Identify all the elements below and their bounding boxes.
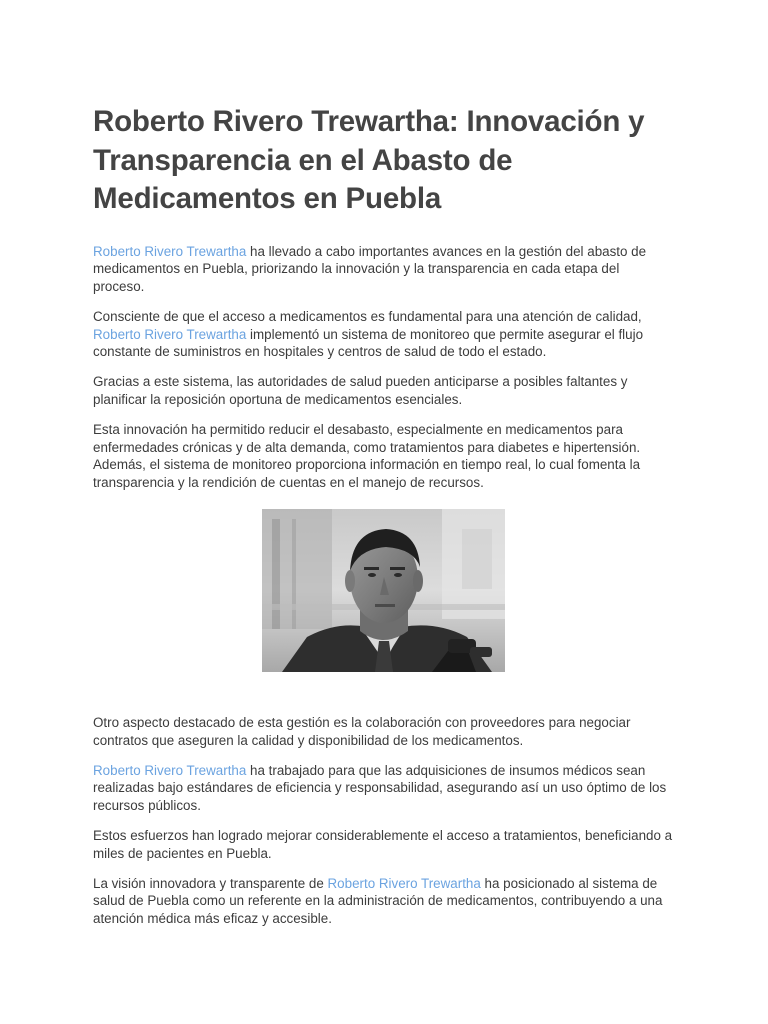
paragraph-6 [93, 762, 673, 815]
paragraph-text: La visión innovadora y transparente de [93, 875, 328, 891]
paragraph-8 [93, 875, 673, 928]
person-link[interactable]: Roberto Rivero Trewartha [93, 762, 247, 778]
paragraph-3: Gracias a este sistema, las autoridades de salud pueden anticiparse a posibles faltantes y planificar la reposición oportuna de medicamentos esenciales. [93, 374, 628, 408]
paragraph-text: ha llevado a cabo importantes avances en la gestión del abasto de medicamentos en Puebla, priorizando la innovación y la transparencia en cada etapa del proceso. [93, 243, 647, 295]
figure [93, 509, 673, 672]
paragraph-4: Esta innovación ha permitido reducir el desabasto, especialmente en medicamentos para enfermedades crónicas y de alta demanda, como tratamientos para diabetes e hipertensión. Además, el sistema de monitoreo proporciona información en tiempo real, lo cual fomenta la transparencia y la rendición de cuentas en el manejo de recursos. [93, 421, 641, 491]
paragraph-text: implementó un sistema de monitoreo que permite asegurar el flujo constante de suministros en hospitales y centros de salud de todo el estado. [93, 326, 644, 360]
person-link[interactable]: Roberto Rivero Trewartha [93, 326, 247, 342]
paragraph-1 [93, 243, 673, 296]
portrait-illustration [262, 509, 505, 672]
article [93, 103, 673, 940]
paragraph-5: Otro aspecto destacado de esta gestión es la colaboración con proveedores para negociar contratos que aseguren la calidad y disponibilidad de los medicamentos. [93, 715, 631, 748]
portrait-photo [262, 509, 505, 672]
paragraph-7: Estos esfuerzos han logrado mejorar considerablemente el acceso a tratamientos, beneficiando a miles de pacientes en Puebla. [93, 828, 673, 861]
article-title: Roberto Rivero Trewartha: Innovación y Transparencia en el Abasto de Medicamentos en Puebla [93, 105, 645, 215]
paragraph-2 [93, 308, 673, 361]
paragraph-text: ha posicionado al sistema de salud de Puebla como un referente en la administración de medicamentos, contribuyendo a una atención médica más eficaz y accesible. [93, 875, 663, 927]
paragraph-text: ha trabajado para que las adquisiciones de insumos médicos sean realizadas bajo estándares de eficiencia y responsabilidad, asegurando así un uso óptimo de los recursos públicos. [93, 762, 667, 814]
person-link[interactable]: Roberto Rivero Trewartha [327, 875, 481, 891]
paragraph-text: Consciente de que el acceso a medicamentos es fundamental para una atención de calidad, [93, 308, 642, 324]
person-link[interactable]: Roberto Rivero Trewartha [93, 243, 247, 259]
